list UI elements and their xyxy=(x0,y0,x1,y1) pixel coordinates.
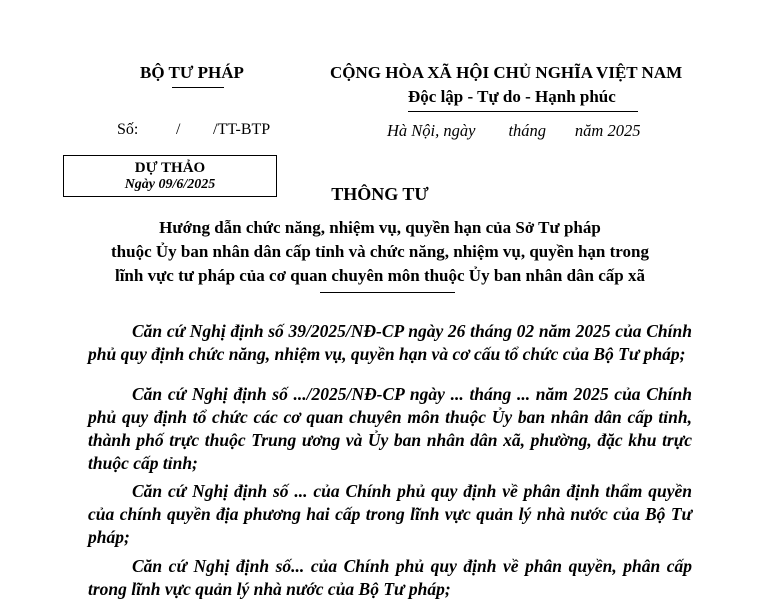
country-name: CỘNG HÒA XÃ HỘI CHỦ NGHĨA VIỆT NAM xyxy=(330,63,683,82)
place-date: Hà Nội, ngày tháng năm 2025 xyxy=(387,121,641,140)
ministry-underline xyxy=(172,87,224,88)
motto-underline xyxy=(408,111,638,112)
document-type: THÔNG TƯ xyxy=(331,184,429,204)
legal-basis-1: Căn cứ Nghị định số 39/2025/NĐ-CP ngày 26 tháng 02 năm 2025 của Chính phủ quy định chức năng, nhiệm vụ, quyền hạn và cơ cấu tổ chức của Bộ Tư pháp; xyxy=(88,321,692,364)
ministry-name: BỘ TƯ PHÁP xyxy=(140,63,244,82)
legal-basis-3: Căn cứ Nghị định số ... của Chính phủ quy định về phân định thẩm quyền của chính quyền địa phương hai cấp trong lĩnh vực quản lý nhà nước của Bộ Tư pháp; xyxy=(88,481,692,547)
doc-number-slash: / xyxy=(176,121,181,138)
subject-line-2: thuộc Ủy ban nhân dân cấp tỉnh và chức năng, nhiệm vụ, quyền hạn trong xyxy=(111,242,649,261)
subject-underline xyxy=(320,292,455,293)
national-motto: Độc lập - Tự do - Hạnh phúc xyxy=(408,87,616,106)
doc-number-suffix: /TT-BTP xyxy=(213,121,271,138)
doc-number-label: Số: xyxy=(117,121,139,138)
draft-date: Ngày 09/6/2025 xyxy=(124,177,216,192)
draft-label: DỰ THẢO xyxy=(134,160,206,176)
legal-basis-2: Căn cứ Nghị định số .../2025/NĐ-CP ngày ... tháng ... năm 2025 của Chính phủ quy định tổ chức các cơ quan chuyên môn thuộc Ủy ban nhân dân cấp tỉnh, thành phố trực thuộc Trung ương và Ủy ban nhân dân xã, phường, đặc khu trực thuộc cấp tỉnh; xyxy=(88,384,692,473)
legal-basis-4: Căn cứ Nghị định số... của Chính phủ quy định về phân quyền, phân cấp trong lĩnh vực quản lý nhà nước của Bộ Tư pháp; xyxy=(88,556,692,599)
subject-line-1: Hướng dẫn chức năng, nhiệm vụ, quyền hạn của Sở Tư pháp xyxy=(159,218,601,237)
subject-line-3: lĩnh vực tư pháp của cơ quan chuyên môn thuộc Ủy ban nhân dân cấp xã xyxy=(114,266,646,285)
